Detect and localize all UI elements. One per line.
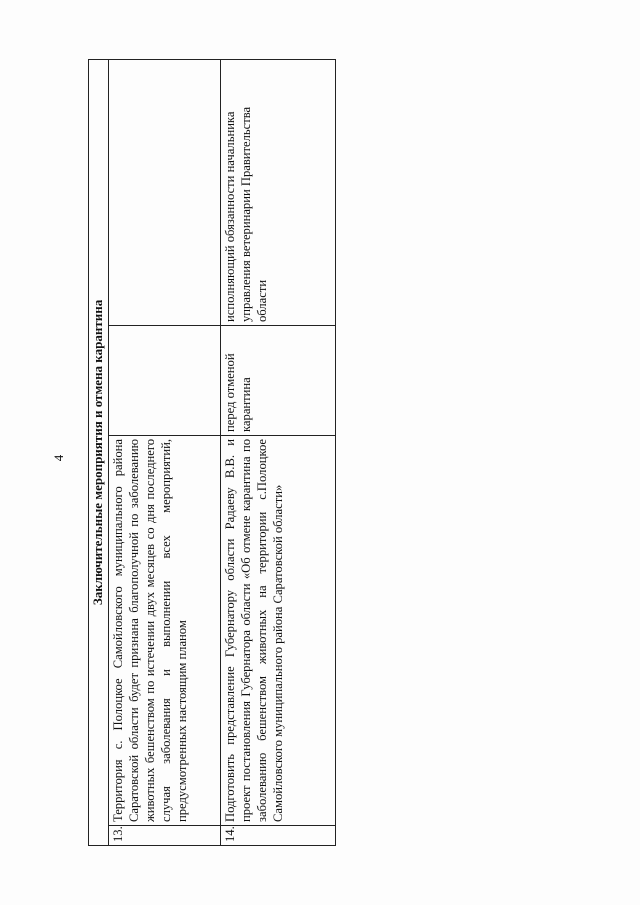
row-number: 13. [109,826,221,846]
table-row [109,59,221,845]
table-row [221,59,336,845]
row-action: Территория с. Полоцкое Самойловского муниципального района Саратовской области будет признана благополучной по заболеванию животных бешенством по истечении двух месяцев со дня последнего случая заболевания и выполнении всех мероприятий, предусмотренных настоящим планом [109,436,221,826]
row-responsible [109,59,221,325]
section-header-row [89,59,109,845]
row-action: Подготовить представление Губернатору области Радаеву В.В. и проект постановления Губернатора области «Об отмене карантина по заболеванию бешенством животных на территории с.Полоцкое Самойловского муниципального района Саратовской области» [221,436,336,826]
measures-table [88,59,336,846]
rotated-table-container [88,60,336,846]
row-number: 14. [221,826,336,846]
section-title: Заключительные мероприятия и отмена карантина [89,59,109,845]
row-term: перед отменой карантина [221,326,336,436]
row-responsible: исполняющий обязанности начальника управления ветеринарии Правительства области [221,59,336,325]
page-number: 4 [51,454,66,462]
row-term [109,326,221,436]
